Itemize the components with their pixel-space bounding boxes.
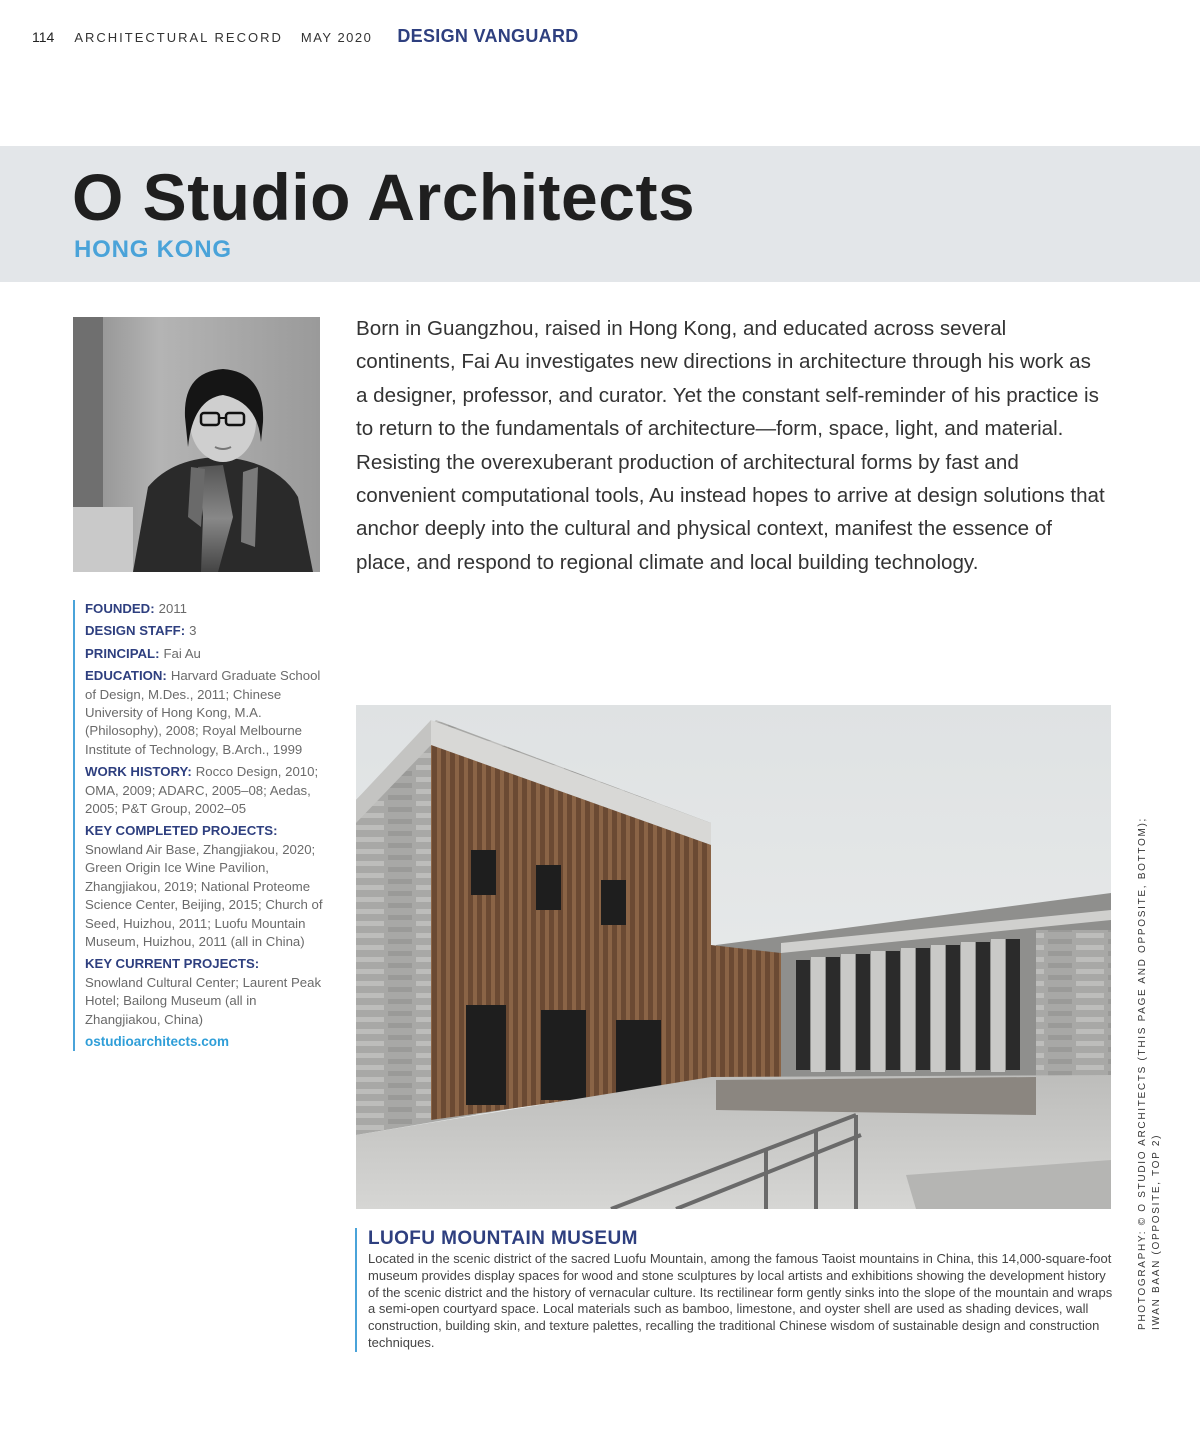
- fact-label: PRINCIPAL:: [85, 645, 160, 661]
- fact-value: Snowland Air Base, Zhangjiakou, 2020; Green Origin Ice Wine Pavilion, Zhangjiakou, 2019; National Proteome Science Center, Beijing, 2015; Church of Seed, Huizhou, 2011; Luofu Mountain Museum, Huizhou, 2011 (all in China): [85, 841, 323, 949]
- fact-value: 2011: [158, 601, 187, 616]
- page-number: 114: [32, 29, 55, 45]
- museum-image: [356, 705, 1111, 1209]
- fact-design-staff: [85, 622, 330, 640]
- section-title: DESIGN VANGUARD: [397, 26, 579, 46]
- fact-label: FOUNDED:: [85, 601, 155, 616]
- fact-label: DESIGN STAFF:: [85, 623, 186, 639]
- firm-city: HONG KONG: [74, 236, 232, 263]
- fact-key-current-projects: [85, 955, 330, 1029]
- fact-label: EDUCATION:: [85, 668, 167, 684]
- fact-work-history: [85, 763, 330, 818]
- fact-value: 3: [189, 623, 197, 639]
- fact-value: Fai Au: [163, 645, 201, 661]
- fact-education: [85, 667, 330, 759]
- publication-name: ARCHITECTURAL RECORD: [74, 30, 283, 45]
- firm-name: O Studio Architects: [72, 160, 696, 234]
- fact-principal: [85, 645, 330, 663]
- firm-facts-sidebar: [73, 600, 330, 1051]
- fact-label: KEY COMPLETED PROJECTS:: [85, 823, 278, 839]
- fact-label: KEY CURRENT PROJECTS:: [85, 956, 260, 972]
- fact-value: Rocco Design, 2010; OMA, 2009; ADARC, 2005–08; Aedas, 2005; P&T Group, 2002–05: [85, 764, 319, 817]
- caption-title: LUOFU MOUNTAIN MUSEUM: [368, 1228, 638, 1249]
- fact-label: WORK HISTORY:: [85, 764, 192, 780]
- website-link[interactable]: ostudioarchitects.com: [85, 1033, 230, 1049]
- photo-credit: [1136, 816, 1164, 1330]
- museum-photo: [356, 705, 1111, 1209]
- running-head: [32, 26, 579, 46]
- fact-value: Harvard Graduate School of Design, M.Des., 2011; Chinese University of Hong Kong, M.A. (Philosophy), 2008; Royal Melbourne Institute of Technology, B.Arch., 1999: [85, 668, 321, 757]
- fact-key-completed-projects: [85, 822, 330, 951]
- fact-value: Snowland Cultural Center; Laurent Peak Hotel; Bailong Museum (all in Zhangjiakou, China): [85, 974, 322, 1027]
- intro-paragraph: Born in Guangzhou, raised in Hong Kong, and educated across several continents, Fai Au investigates new directions in architecture through his work as a designer, professor, and curator. Yet the constant self-reminder of his practice is to return to the fundamentals of architecture—form, space, light, and material. Resisting the overexuberant production of architectural forms by fast and convenient computational tools, Au instead hopes to arrive at design solutions that anchor deeply into the cultural and physical context, manifest the essence of place, and respond to regional climate and local building technology.: [356, 317, 1105, 574]
- photo-credit-line-2: IWAN BAAN (OPPOSITE, TOP 2): [1151, 1133, 1162, 1330]
- principal-portrait-photo: [73, 317, 320, 572]
- photo-credit-line-1: PHOTOGRAPHY: © O STUDIO ARCHITECTS (THIS PAGE AND OPPOSITE, BOTTOM);: [1137, 816, 1148, 1330]
- caption-body: Located in the scenic district of the sacred Luofu Mountain, among the famous Taoist mountains in China, this 14,000-square-foot museum provides display spaces for wood and stone sculptures by local artists and exhibitions showing the development history of the scenic district and the history of vernacular culture. Its rectilinear form gently sinks into the slope of the mountain and wraps a semi-open courtyard space. Local materials such as bamboo, limestone, and oyster shell are used as shading devices, wall construction, building skin, and texture palettes, recalling the traditional Chinese wisdom of sustainable design and construction techniques.: [368, 1251, 1113, 1350]
- title-banner: [0, 146, 1200, 282]
- photo-caption: [355, 1228, 1113, 1352]
- fact-founded: [85, 600, 330, 618]
- issue-date: MAY 2020: [300, 30, 373, 45]
- portrait-image: [73, 317, 320, 572]
